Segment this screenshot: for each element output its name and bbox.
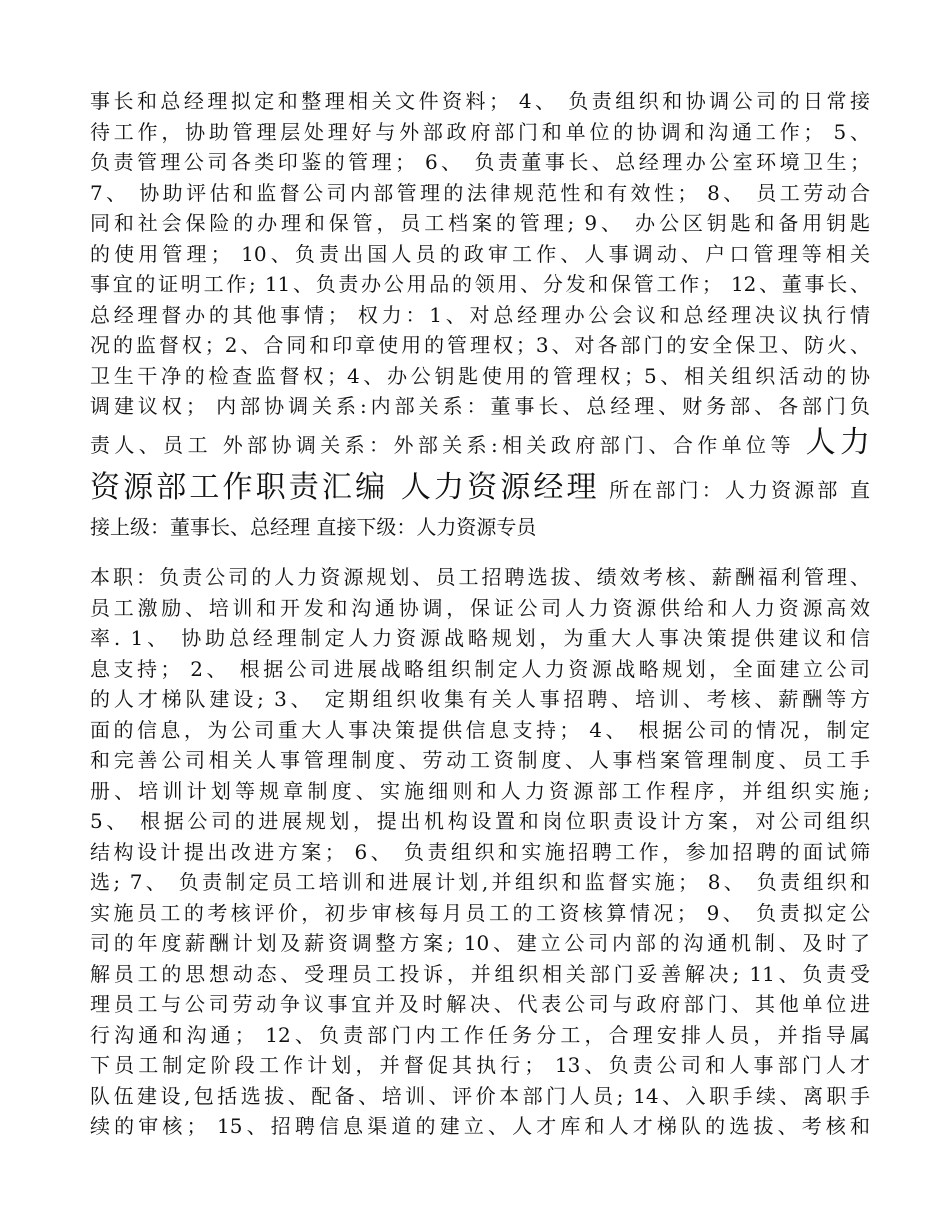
text-line: 事宜的证明工作; 11、负责办公用品的领用、分发和保管工作； 12、董事长、 [90,272,870,296]
text-line: 待工作，协助管理层处理好与外部政府部门和单位的协调和沟通工作； 5、 [90,119,870,144]
text-line: 面的信息，为公司重大人事决策提供信息支持； 4、 根据公司的情况，制定 [90,717,870,742]
text-line: 负责管理公司各类印鉴的管理； 6、 负责董事长、总经理办公室环境卫生； [90,150,870,174]
text-line: 卫生干净的检查监督权；4、办公钥匙使用的管理权；5、相关组织活动的协 [90,363,870,388]
heading-text-part2: 资源部工作职责汇编 人力资源经理 [90,469,600,505]
text-line: 的人才梯队建设; 3、 定期组织收集有关人事招聘、培训、考核、薪酬等方 [90,687,870,711]
text-line: 调建议权； 内部协调关系:内部关系：董事长、总经理、财务部、各部门负 [90,394,870,418]
text-line: 行沟通和沟通； 12、负责部门内工作任务分工，合理安排人员，并指导属 [90,1022,870,1047]
text-line: 本职：负责公司的人力资源规划、员工招聘选拔、绩效考核、薪酬福利管理、 [90,565,870,589]
document-page [90,86,870,1142]
mixed-heading-line [90,467,870,512]
text-line: 解员工的思想动态、受理员工投诉，并组织相关部门妥善解决; 11、负责受 [90,961,870,986]
text-line: 册、培训计划等规章制度、实施细则和人力资源部工作程序，并组织实施; [90,778,870,803]
text-line: 队伍建设,包括选拔、配备、培训、评价本部门人员; 14、入职手续、离职手 [90,1083,870,1108]
text-line: 5、 根据公司的进展规划，提出机构设置和岗位职责设计方案，对公司组织 [90,809,870,833]
heading-text-part1: 人力 [805,424,870,460]
external-relations-text: 责人、员工 外部协调关系：外部关系:相关政府部门、合作单位等 [90,432,795,457]
text-line: 理员工与公司劳动争议事宜并及时解决、代表公司与政府部门、其他单位进 [90,992,870,1016]
text-line: 率. 1、 协助总经理制定人力资源战略规划，为重大人事决策提供建议和信 [90,626,870,650]
section-office-duties [90,86,870,422]
text-line: 同和社会保险的办理和保管，员工档案的管理; 9、 办公区钥匙和备用钥匙 [90,211,870,235]
text-line: 的使用管理； 10、负责出国人员的政审工作、人事调动、户口管理等相关 [90,241,870,266]
text-line: 实施员工的考核评价，初步审核每月员工的工资核算情况； 9、 负责拟定公 [90,900,870,925]
text-line: 和完善公司相关人事管理制度、劳动工资制度、人事档案管理制度、员工手 [90,748,870,772]
section-hr-manager-duties [90,562,870,1142]
department-text: 所在部门：人力资源部 直 [609,477,870,502]
text-line: 选; 7、 负责制定员工培训和进展计划,并组织和监督实施； 8、 负责组织和 [90,870,870,894]
text-line: 总经理督办的其他事情； 权力：1、对总经理办公会议和总经理决议执行情 [90,302,870,327]
text-line: 况的监督权；2、合同和印章使用的管理权；3、对各部门的安全保卫、防火、 [90,333,870,357]
text-line: 接上级：董事长、总经理 直接下级：人力资源专员 [90,514,537,539]
text-line: 结构设计提出改进方案； 6、 负责组织和实施招聘工作，参加招聘的面试筛 [90,839,870,864]
text-line: 员工激励、培训和开发和沟通协调，保证公司人力资源供给和人力资源高效 [90,595,870,620]
text-line: 下员工制定阶段工作计划，并督促其执行； 13、负责公司和人事部门人才 [90,1053,870,1077]
text-line: 司的年度薪酬计划及薪资调整方案; 10、建立公司内部的沟通机制、及时了 [90,931,870,955]
text-line: 息支持； 2、 根据公司进展战略组织制定人力资源战略规划，全面建立公司 [90,656,870,681]
paragraph-gap [90,542,870,562]
mixed-heading-line [90,422,870,467]
text-line: 事长和总经理拟定和整理相关文件资料； 4、 负责组织和协调公司的日常接 [90,89,870,113]
text-line: 续的审核； 15、招聘信息渠道的建立、人才库和人才梯队的选拔、考核和 [90,1114,870,1138]
text-line: 7、 协助评估和监督公司内部管理的法律规范性和有效性； 8、 员工劳动合 [90,180,870,205]
